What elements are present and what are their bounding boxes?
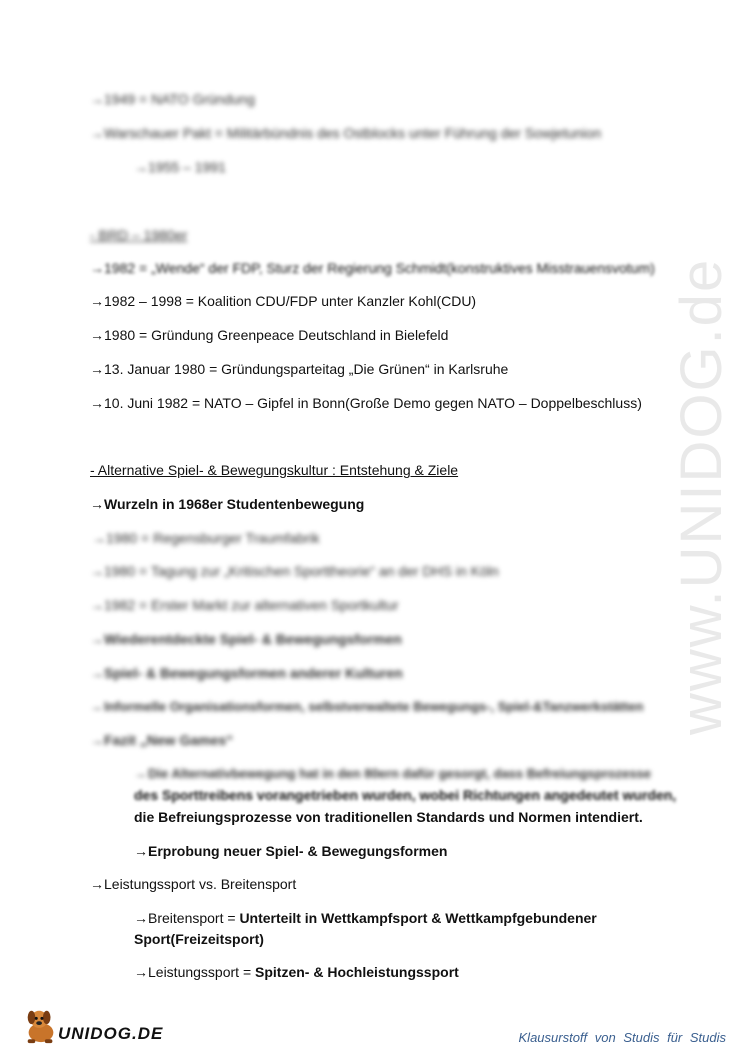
line-text: 1949 = NATO Gründung: [104, 91, 255, 107]
arrow-icon: →: [90, 91, 104, 107]
section-heading: - BRD – 1980er: [90, 227, 188, 243]
arrow-icon: →: [90, 732, 104, 748]
text-line: [90, 562, 499, 580]
text-line: [90, 630, 402, 648]
text-line: des Sporttreibens vorangetrieben wurden, wobei Richtungen angedeutet wurden,: [134, 787, 677, 803]
text-line: [90, 664, 403, 682]
line-text-bold: Unterteilt in Wettkampfsport & Wettkampfgebundener: [239, 910, 597, 926]
text-line: [90, 495, 364, 513]
text-line: [92, 529, 320, 547]
arrow-icon: →: [90, 327, 104, 343]
arrow-icon: →: [134, 843, 148, 859]
text-line: [90, 259, 655, 277]
text-line: [90, 698, 643, 716]
text-line: [90, 326, 448, 344]
arrow-icon: →: [90, 395, 104, 411]
line-text: Warschauer Pakt = Militärbündnis des Ostblocks unter Führung der Sowjetunion: [104, 125, 602, 141]
line-text: Erprobung neuer Spiel- & Bewegungsformen: [148, 843, 448, 859]
text-line: [90, 124, 601, 142]
arrow-icon: →: [90, 563, 104, 579]
line-text: Die Alternativbewegung hat in den 80ern dafür gesorgt, dass Befreiungsprozesse: [148, 766, 652, 781]
text-line: [134, 765, 651, 783]
line-text: Leistungssport =: [148, 964, 256, 980]
line-text: 1980 = Tagung zur „Kritischen Sporttheorie“ an der DHS in Köln: [104, 563, 499, 579]
line-text: 13. Januar 1980 = Gründungsparteitag „Die Grünen“ in Karlsruhe: [104, 361, 509, 377]
arrow-icon: →: [90, 665, 104, 681]
text-line: [90, 394, 642, 412]
section-heading: - Alternative Spiel- & Bewegungskultur : Entstehung & Ziele: [90, 462, 459, 478]
line-text-bold: Spitzen- & Hochleistungssport: [255, 964, 459, 980]
line-text: 1982 = „Wende“ der FDP, Sturz der Regierung Schmidt(konstruktives Misstrauensvotum): [104, 260, 655, 276]
text-line: [134, 158, 226, 176]
arrow-icon: →: [90, 631, 104, 647]
line-text: 1982 = Erster Markt zur alternativen Sportkultur: [104, 597, 399, 613]
line-text: Wurzeln in 1968er Studentenbewegung: [104, 496, 365, 512]
text-line: [134, 963, 459, 981]
arrow-icon: →: [134, 910, 148, 926]
line-text: 10. Juni 1982 = NATO – Gipfel in Bonn(Große Demo gegen NATO – Doppelbeschluss): [104, 395, 642, 411]
arrow-icon: →: [90, 876, 104, 892]
line-text: Wiederentdeckte Spiel- & Bewegungsformen: [104, 631, 402, 647]
text-line: [134, 909, 597, 927]
text-line: [90, 292, 476, 310]
dog-logo-icon: [22, 1006, 60, 1046]
text-line: [134, 842, 447, 860]
text-line: [90, 875, 296, 893]
arrow-icon: →: [90, 293, 104, 309]
arrow-icon: →: [90, 125, 104, 141]
line-text: 1980 = Gründung Greenpeace Deutschland in Bielefeld: [104, 327, 449, 343]
line-text: Spiel- & Bewegungsformen anderer Kulturen: [104, 665, 403, 681]
footer-tagline: Klausurstoff von Studis für Studis: [518, 1030, 726, 1045]
line-text: Breitensport =: [148, 910, 240, 926]
arrow-icon: →: [134, 964, 148, 980]
text-line: [90, 731, 233, 749]
arrow-icon: →: [90, 260, 104, 276]
text-line: die Befreiungsprozesse von traditionellen Standards und Normen intendiert.: [134, 809, 643, 825]
text-line: [90, 90, 255, 108]
line-text: 1955 – 1991: [148, 159, 226, 175]
text-line: [90, 596, 399, 614]
arrow-icon: →: [90, 496, 104, 512]
line-text: Informelle Organisationsformen, selbstverwaltete Bewegungs-, Spiel-&Tanzwerkstätten: [104, 699, 644, 714]
text-line: Sport(Freizeitsport): [134, 931, 264, 947]
arrow-icon: →: [90, 699, 103, 714]
text-line: [90, 360, 508, 378]
logo-text: UNIDOG.DE: [58, 1024, 164, 1043]
line-text: 1980 = Regensburger Traumfabrik: [106, 530, 320, 546]
arrow-icon: →: [90, 597, 104, 613]
watermark: www.UNIDOG.de: [669, 257, 734, 735]
arrow-icon: →: [92, 530, 106, 546]
arrow-icon: →: [134, 159, 148, 175]
arrow-icon: →: [90, 361, 104, 377]
line-text: Leistungssport vs. Breitensport: [104, 876, 297, 892]
arrow-icon: →: [134, 766, 147, 781]
line-text: 1982 – 1998 = Koalition CDU/FDP unter Kanzler Kohl(CDU): [104, 293, 477, 309]
line-text: Fazit „New Games“: [104, 732, 234, 748]
